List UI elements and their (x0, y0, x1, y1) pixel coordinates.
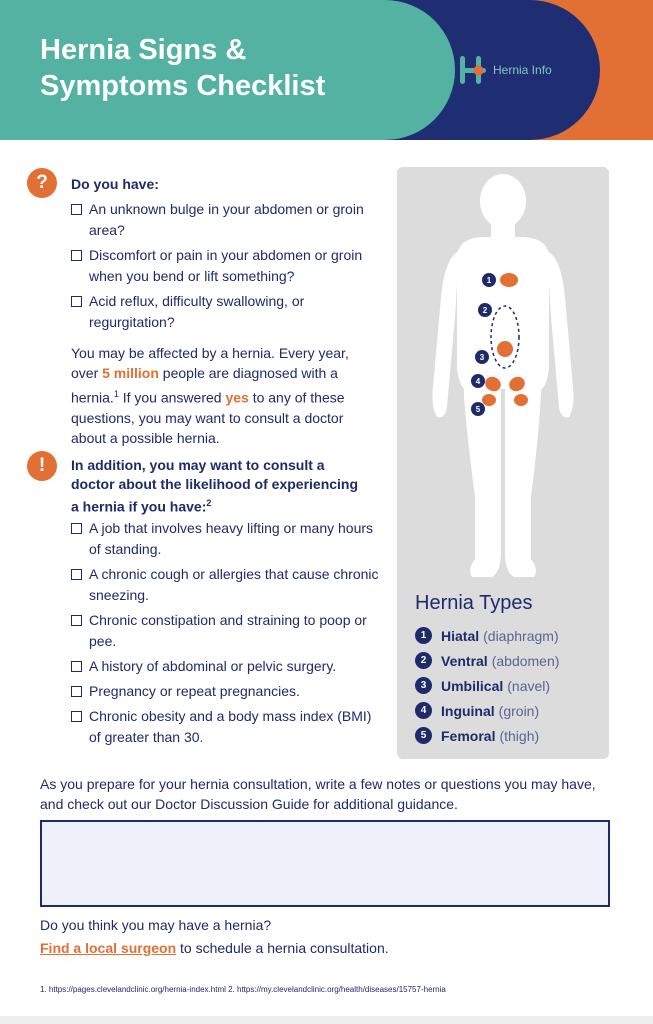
hernia-info-logo[interactable] (458, 50, 552, 90)
checklist-item[interactable]: A history of abdominal or pelvic surgery. (71, 656, 381, 677)
hernia-type-item: 1 Hiatal (diaphragm) (415, 623, 559, 648)
bottom-bar (0, 1016, 653, 1024)
body-label-1: 1 (486, 276, 492, 285)
body-label-5: 5 (475, 405, 481, 414)
prep-instructions: As you prepare for your hernia consultation, write a few notes or questions you may have, and check out our Doctor Discussion Guide for additional guidance. (40, 776, 596, 812)
number-badge: 3 (415, 677, 432, 694)
body-label-4: 4 (475, 377, 481, 386)
checkbox[interactable] (71, 686, 82, 697)
info-paragraph: You may be affected by a hernia. Every year, over 5 million people are diagnosed with a hernia.$^1$ If you answered yes to any of these questions, you may want to consult a doctor about a possible hernia. (71, 345, 349, 446)
number-badge: 1 (415, 627, 432, 644)
hernia-type-item: 2 Ventral (abdomen) (415, 648, 559, 673)
footnote-ref: 1 (113, 388, 119, 399)
checklist-item[interactable]: Chronic obesity and a body mass index (BMI) of greater than 30. (71, 706, 381, 748)
stat-highlight: 5 million (102, 365, 159, 382)
checkbox[interactable] (71, 523, 82, 534)
section2-heading: In addition, you may want to consult a doctor about the likelihood of experiencing a hernia if you have:$^2$ (71, 457, 359, 515)
notes-input[interactable] (40, 820, 610, 907)
footnote-ref: 2 (206, 498, 212, 508)
checkbox[interactable] (71, 661, 82, 672)
checklist-item[interactable]: Discomfort or pain in your abdomen or groin when you bend or lift something? (71, 245, 381, 287)
body-silhouette (433, 174, 574, 577)
checklist-item[interactable]: Chronic constipation and straining to poop or pee. (71, 610, 381, 652)
checkbox[interactable] (71, 711, 82, 722)
number-badge: 4 (415, 702, 432, 719)
body-silhouette-figure (397, 167, 609, 587)
hernia-type-item: 5 Femoral (thigh) (415, 723, 559, 748)
hernia-type-item: 4 Inguinal (groin) (415, 698, 559, 723)
hernia-types-panel (397, 167, 609, 759)
checklist-item[interactable]: A chronic cough or allergies that cause chronic sneezing. (71, 564, 381, 606)
checkbox[interactable] (71, 296, 82, 307)
yes-highlight: yes (225, 389, 249, 406)
hernia-question: Do you think you may have a hernia? (40, 917, 272, 933)
exclamation-icon: ! (27, 451, 57, 481)
checklist-item[interactable]: Acid reflux, difficulty swallowing, or regurgitation? (71, 291, 381, 333)
page-title: Hernia Signs & Symptoms Checklist (40, 34, 326, 102)
body-label-3: 3 (479, 353, 485, 362)
checkbox[interactable] (71, 569, 82, 580)
checklist-item[interactable]: An unknown bulge in your abdomen or groin area? (71, 199, 381, 241)
header-banner (0, 0, 653, 140)
number-badge: 2 (415, 652, 432, 669)
hernia-types-list (415, 623, 559, 748)
body-label-2: 2 (482, 306, 488, 315)
hernia-marker-femoral-left (482, 394, 496, 406)
section1-heading: Do you have: (71, 176, 159, 192)
question-icon: ? (27, 168, 57, 198)
find-surgeon-link[interactable]: Find a local surgeon (40, 940, 177, 956)
hernia-marker-femoral-right (514, 394, 528, 406)
symptom-checklist (71, 199, 381, 337)
cta-line: Find a local surgeon to schedule a hernia consultation. (40, 940, 389, 956)
checkbox[interactable] (71, 250, 82, 261)
checkbox[interactable] (71, 204, 82, 215)
footnote-references: 1. https://pages.clevelandclinic.org/hernia-index.html 2. https://my.clevelandclinic.org/health/diseases/15757-hernia (40, 985, 446, 994)
hernia-type-item: 3 Umbilical (navel) (415, 673, 559, 698)
logo-text: Hernia Info (493, 63, 552, 77)
hernia-marker-hiatal (500, 273, 518, 287)
risk-checklist (71, 518, 381, 752)
checkbox[interactable] (71, 615, 82, 626)
hernia-logo-icon (458, 52, 488, 88)
hernia-types-title: Hernia Types (415, 592, 533, 614)
checklist-item[interactable]: Pregnancy or repeat pregnancies. (71, 681, 381, 702)
checklist-item[interactable]: A job that involves heavy lifting or many hours of standing. (71, 518, 381, 560)
hernia-marker-umbilical (497, 341, 513, 357)
number-badge: 5 (415, 727, 432, 744)
